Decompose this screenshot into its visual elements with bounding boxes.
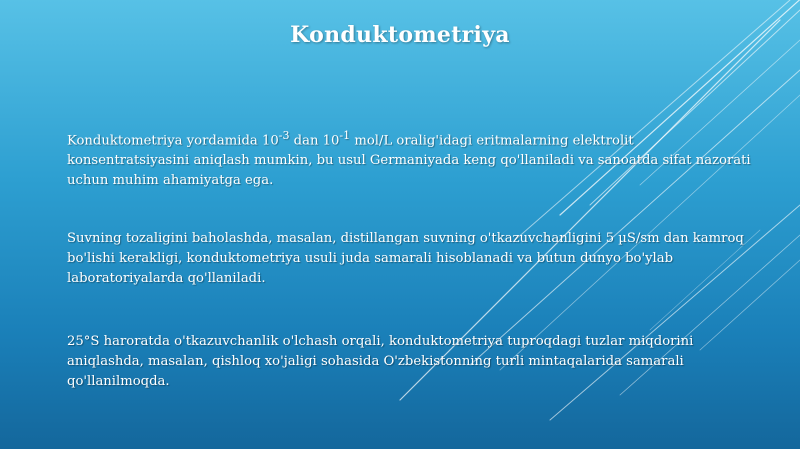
exponent-2: -1 [339, 129, 351, 142]
slide-title: Konduktometriya [290, 22, 510, 48]
paragraph-2: Suvning tozaligini baholashda, masalan, distillangan suvning o'tkazuvchanligini 5 µS/sm dan kamroq bo'lishi kerakligi, konduktometriya usuli juda samarali hisoblanadi va butun dunyo bo'ylab laboratoriyalarda qo'llaniladi. [67, 231, 744, 286]
paragraph-3: 25°S haroratda o'tkazuvchanlik o'lchash orqali, konduktometriya tuproqdagi tuzlar miqdorini aniqlashda, masalan, qishloq xo'jaligi sohasida O'zbekistonning turli mintaqalarida samarali qo'llanilmoqda. [67, 334, 694, 389]
paragraph-1-rest: mol/L oralig'idagi eritmalarning elektrolit konsentratsiyasini aniqlash mumkin, bu usul Germaniyada keng qo'llaniladi va sanoatda sifat nazorati uchun muhim ahamiyatga ega. [67, 133, 751, 189]
paragraph-1 [67, 126, 757, 191]
exponent-1: -3 [278, 129, 290, 142]
paragraph-1-mid: dan 10 [289, 133, 340, 149]
paragraph-1-lead: Konduktometriya yordamida 10 [67, 133, 279, 149]
